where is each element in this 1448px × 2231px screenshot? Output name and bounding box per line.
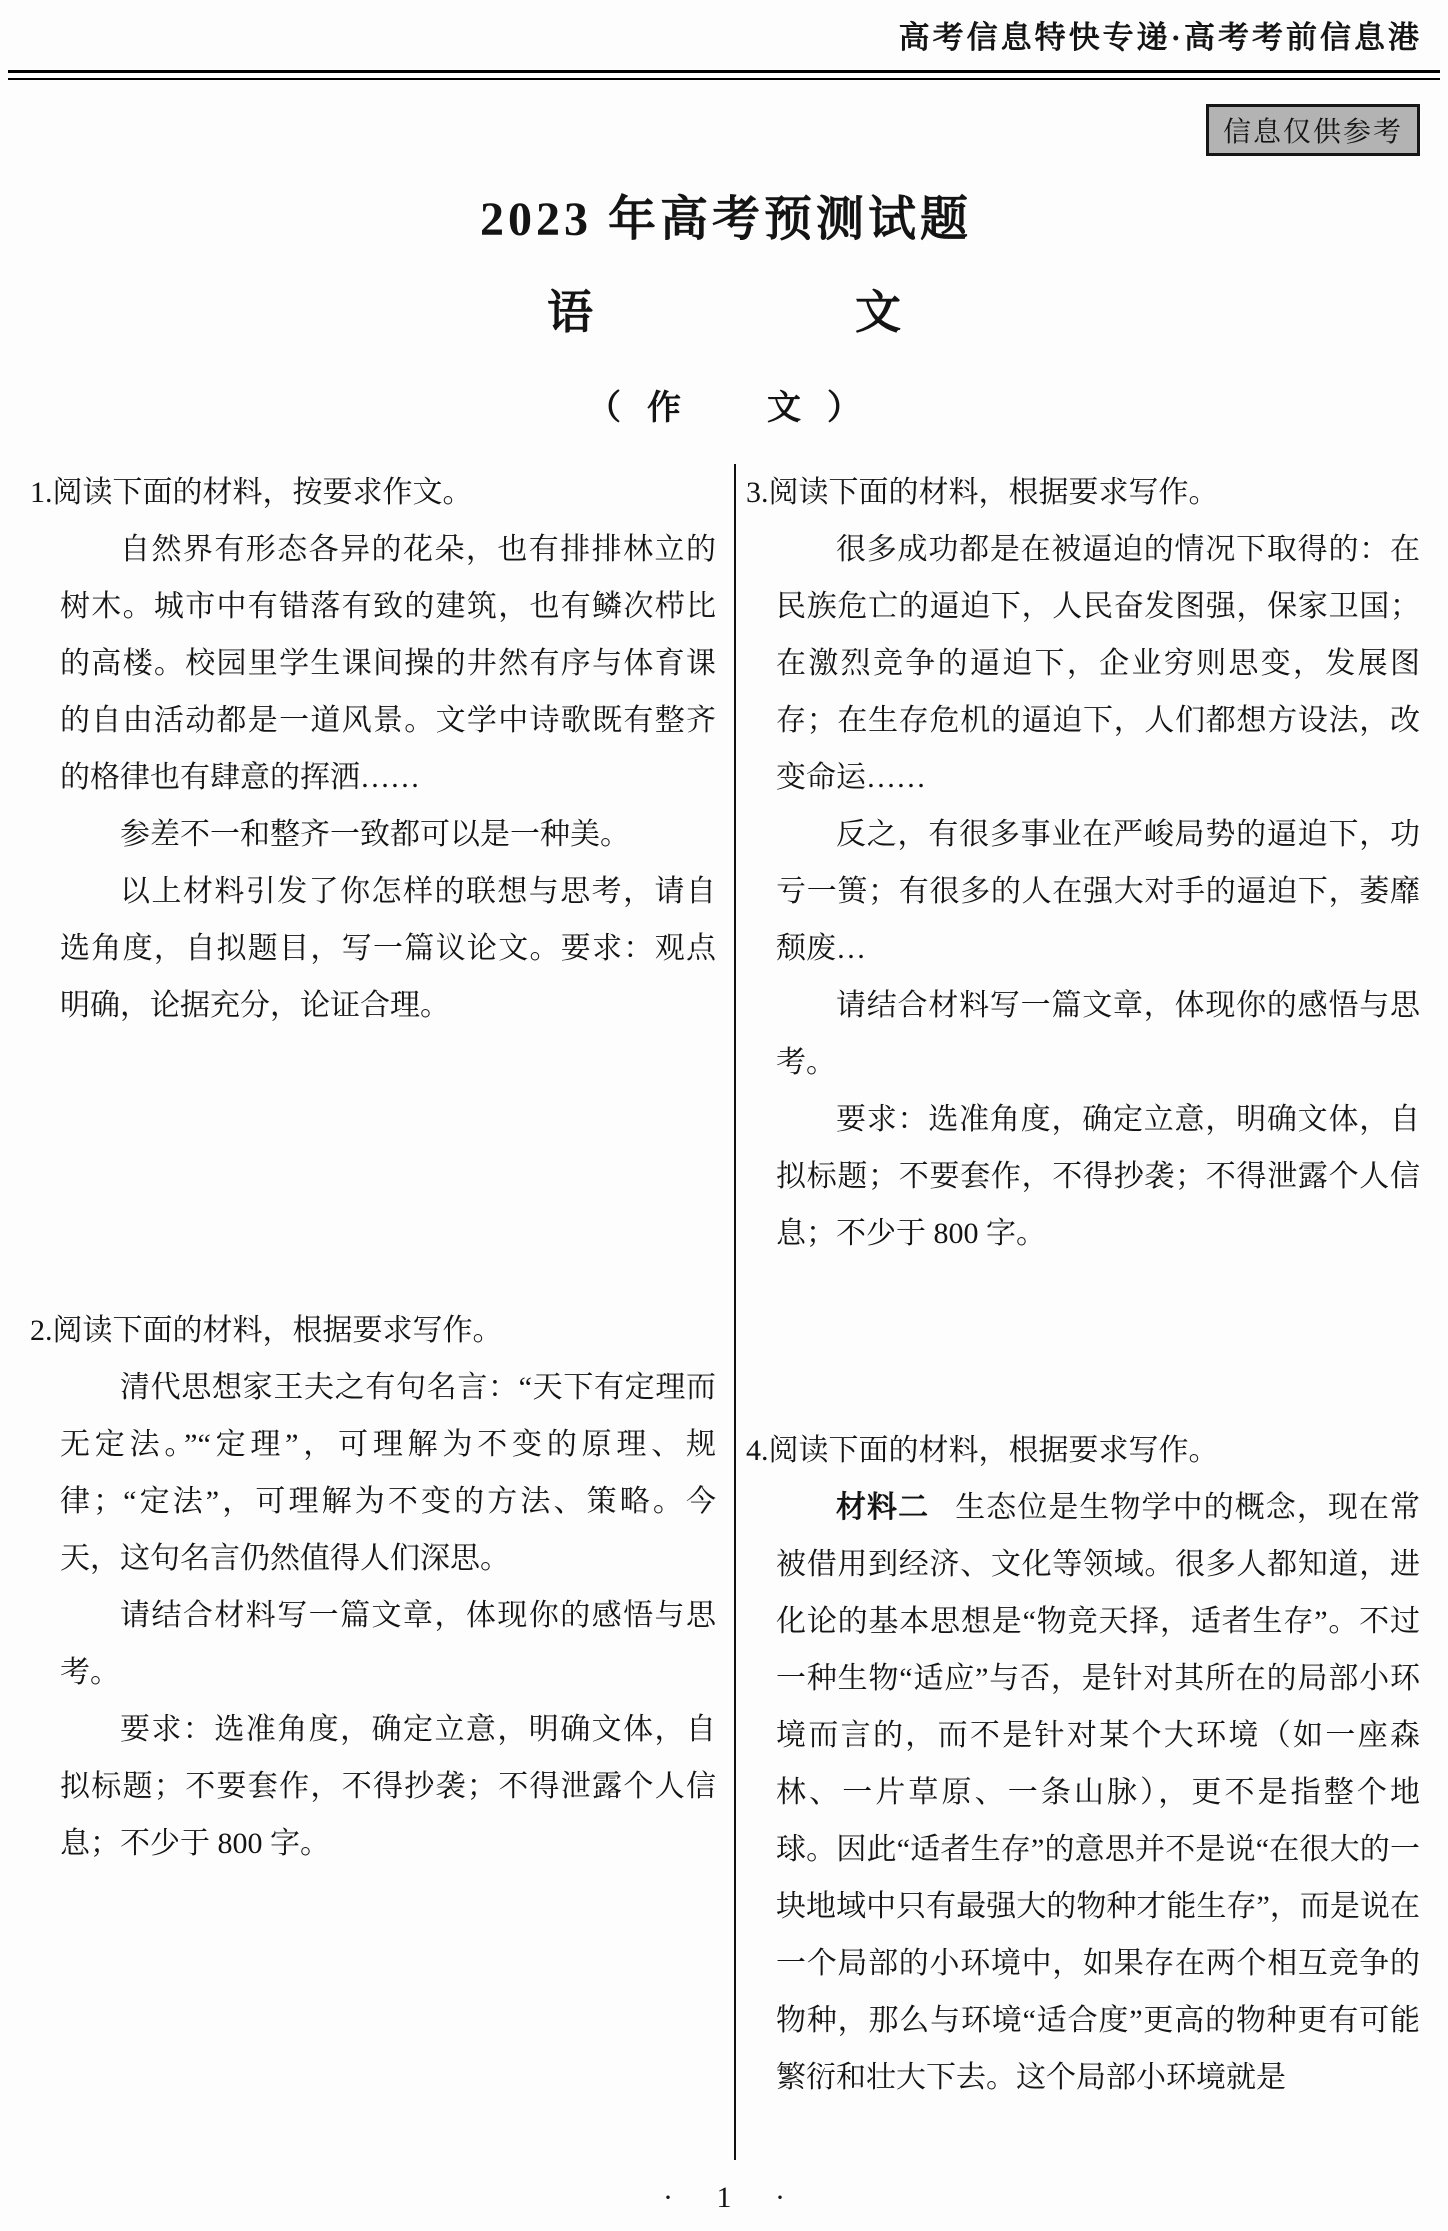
material-paragraph: 请结合材料写一篇文章，体现你的感悟与思考。: [776, 989, 1420, 1079]
subject-title: 语 文: [547, 287, 1009, 338]
reference-badge: 信息仅供参考: [1206, 104, 1420, 156]
material-paragraph: 很多成功都是在被逼迫的情况下取得的：在民族危亡的逼迫下，人民奋发图强，保家卫国；在激烈竞争的逼迫下，企业穷则思变，发展图存；在生存危机的逼迫下，人们都想方设法，改变命运……: [776, 533, 1420, 794]
material-label: 材料二: [836, 1491, 930, 1524]
masthead-text: 高考信息特快专递·高考考前信息港: [898, 20, 1422, 55]
question-heading: 4.阅读下面的材料，根据要求写作。: [746, 1434, 1219, 1467]
material-paragraph: 参差不一和整齐一致都可以是一种美。: [120, 818, 630, 851]
two-column-body: [30, 464, 1420, 2160]
question-heading: 3.阅读下面的材料，根据要求写作。: [746, 476, 1219, 509]
header-double-rule: [8, 70, 1440, 80]
page-title: 2023 年高考预测试题: [479, 193, 972, 246]
right-column: [734, 464, 1420, 2160]
section-title: （作 文）: [587, 390, 887, 427]
question-heading: 2.阅读下面的材料，根据要求写作。: [30, 1314, 503, 1347]
material-paragraph: 要求：选准角度，确定立意，明确文体，自拟标题；不要套作，不得抄袭；不得泄露个人信息；不少于 800 字。: [776, 1103, 1420, 1250]
paragraph-text: 生态位是生物学中的概念，现在常被借用到经济、文化等领域。很多人都知道，进化论的基本思想是“物竞天择，适者生存”。不过一种生物“适应”与否，是针对其所在的局部小环境而言的，而不是针对某个大环境（如一座森林、一片草原、一条山脉），更不是指整个地球。因此“适者生存”的意思并不是说“在很大的一块地域中只有最强大的物种才能生存”，而是说在一个局部的小环境中，如果存在两个相互竞争的物种，那么与环境“适合度”更高的物种更有可能繁衍和壮大下去。这个局部小环境就是: [776, 1491, 1420, 2094]
material-paragraph: 要求：选准角度，确定立意，明确文体，自拟标题；不要套作，不得抄袭；不得泄露个人信息；不少于 800 字。: [60, 1713, 716, 1860]
page-number: · 1 ·: [663, 2181, 803, 2214]
material-paragraph: [776, 1479, 1420, 2106]
material-paragraph: 请结合材料写一篇文章，体现你的感悟与思考。: [60, 1599, 716, 1689]
left-column: [30, 464, 734, 2160]
material-paragraph: 自然界有形态各异的花朵，也有排排林立的树木。城市中有错落有致的建筑，也有鳞次栉比的高楼。校园里学生课间操的井然有序与体育课的自由活动都是一道风景。文学中诗歌既有整齐的格律也有肆意的挥洒……: [60, 533, 716, 794]
material-paragraph: 清代思想家王夫之有句名言：“天下有定理而无定法。”“定理”，可理解为不变的原理、规律；“定法”，可理解为不变的方法、策略。今天，这句名言仍然值得人们深思。: [60, 1371, 716, 1575]
material-paragraph: 反之，有很多事业在严峻局势的逼迫下，功亏一篑；有很多的人在强大对手的逼迫下，萎靡颓废…: [776, 818, 1420, 965]
material-paragraph: 以上材料引发了你怎样的联想与思考，请自选角度，自拟题目，写一篇议论文。要求：观点明确，论据充分，论证合理。: [60, 875, 716, 1022]
question-heading: 1.阅读下面的材料，按要求作文。: [30, 476, 473, 509]
